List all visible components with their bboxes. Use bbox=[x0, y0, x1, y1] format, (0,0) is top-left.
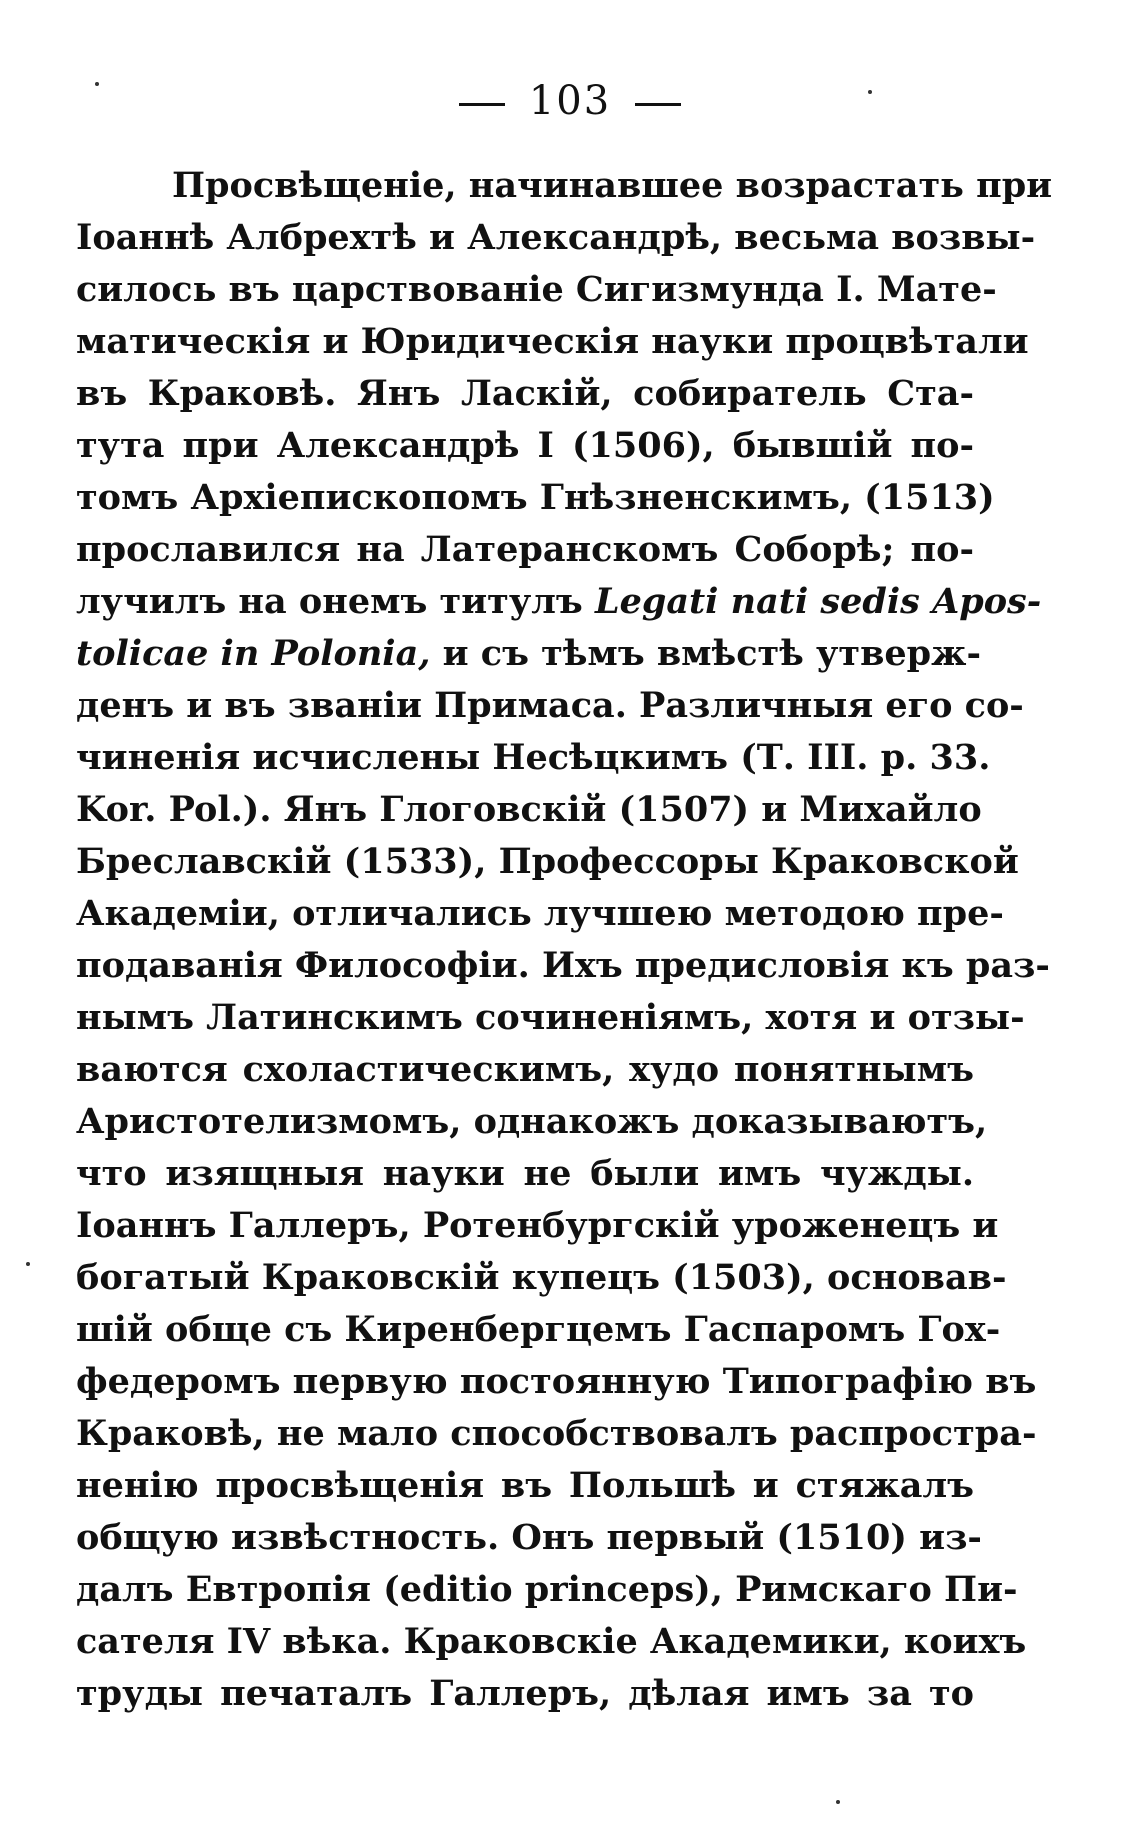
text-line: силось въ царствованіе Сигизмунда I. Мате- bbox=[76, 269, 997, 310]
text-line: Kor. Pol.). Янъ Глоговскій (1507) и Михайло bbox=[76, 789, 982, 830]
print-speck bbox=[836, 1800, 840, 1804]
text-line: чиненія исчислены Несѣцкимъ (Т. III. p. 33. bbox=[76, 737, 991, 778]
print-speck bbox=[868, 90, 872, 94]
print-speck bbox=[95, 82, 99, 86]
text-line: Іоаннъ Галлеръ, Ротенбургскій уроженецъ и bbox=[76, 1205, 999, 1246]
text-line: Бреславскій (1533), Профессоры Краковской bbox=[76, 841, 1019, 882]
print-speck bbox=[26, 1262, 30, 1266]
page-number-value: 103 bbox=[528, 78, 612, 124]
text-line: Іоаннѣ Албрехтѣ и Александрѣ, весьма возвы- bbox=[76, 217, 1036, 258]
text-fragment: и съ тѣмъ вмѣстѣ утверж- bbox=[442, 633, 982, 674]
text-line: ненію просвѣщенія въ Польшѣ и стяжалъ bbox=[76, 1465, 974, 1506]
text-line: томъ Архіепископомъ Гнѣзненскимъ, (1513) bbox=[76, 477, 995, 518]
text-line: общую извѣстность. Онъ первый (1510) из- bbox=[76, 1517, 982, 1558]
text-line: федеромъ первую постоянную Типографію въ bbox=[76, 1361, 1037, 1402]
text-line: въ Краковѣ. Янъ Ласкій, собиратель Ста- bbox=[76, 373, 974, 414]
text-line: подаванія Философіи. Ихъ предисловія къ раз- bbox=[76, 945, 1050, 986]
text-line: богатый Краковскій купецъ (1503), основав- bbox=[76, 1257, 1007, 1298]
text-line: далъ Евтропія (editio princeps), Римскаго Пи- bbox=[76, 1569, 1018, 1610]
latin-title-italic: Legati nati sedis Apos- bbox=[594, 581, 1042, 622]
text-line: ваются схоластическимъ, худо понятнымъ bbox=[76, 1049, 974, 1090]
right-dash bbox=[635, 103, 681, 106]
text-line: что изящныя науки не были имъ чужды. bbox=[76, 1153, 974, 1194]
text-line: Академіи, отличались лучшею методою пре- bbox=[76, 893, 1004, 934]
text-line: матическія и Юридическія науки процвѣтали bbox=[76, 321, 1029, 362]
text-fragment: лучилъ на онемъ титулъ bbox=[76, 581, 583, 622]
text-line: Аристотелизмомъ, однакожъ доказываютъ, bbox=[76, 1101, 988, 1142]
text-line-with-italic bbox=[76, 576, 1042, 628]
latin-title-italic: tolicae in Polonia, bbox=[76, 633, 431, 674]
left-dash bbox=[459, 103, 505, 106]
text-line: Просвѣщеніе, начинавшее возрастать при bbox=[172, 165, 1053, 206]
text-line: шій обще съ Киренбергцемъ Гаспаромъ Гох- bbox=[76, 1309, 1001, 1350]
page-number bbox=[0, 78, 1140, 124]
text-line: сателя IV вѣка. Краковскіе Академики, коихъ bbox=[76, 1621, 1027, 1662]
text-line: нымъ Латинскимъ сочиненіямъ, хотя и отзы- bbox=[76, 997, 1025, 1038]
text-line-with-italic bbox=[76, 628, 982, 680]
body-text bbox=[76, 160, 1053, 1720]
text-line: прославился на Латеранскомъ Соборѣ; по- bbox=[76, 529, 974, 570]
text-line: труды печаталъ Галлеръ, дѣлая имъ за то bbox=[76, 1673, 974, 1714]
text-line: тута при Александрѣ I (1506), бывшій по- bbox=[76, 425, 974, 466]
text-line: денъ и въ званіи Примаса. Различныя его со- bbox=[76, 685, 1024, 726]
text-line: Краковѣ, не мало способствовалъ распростра- bbox=[76, 1413, 1037, 1454]
